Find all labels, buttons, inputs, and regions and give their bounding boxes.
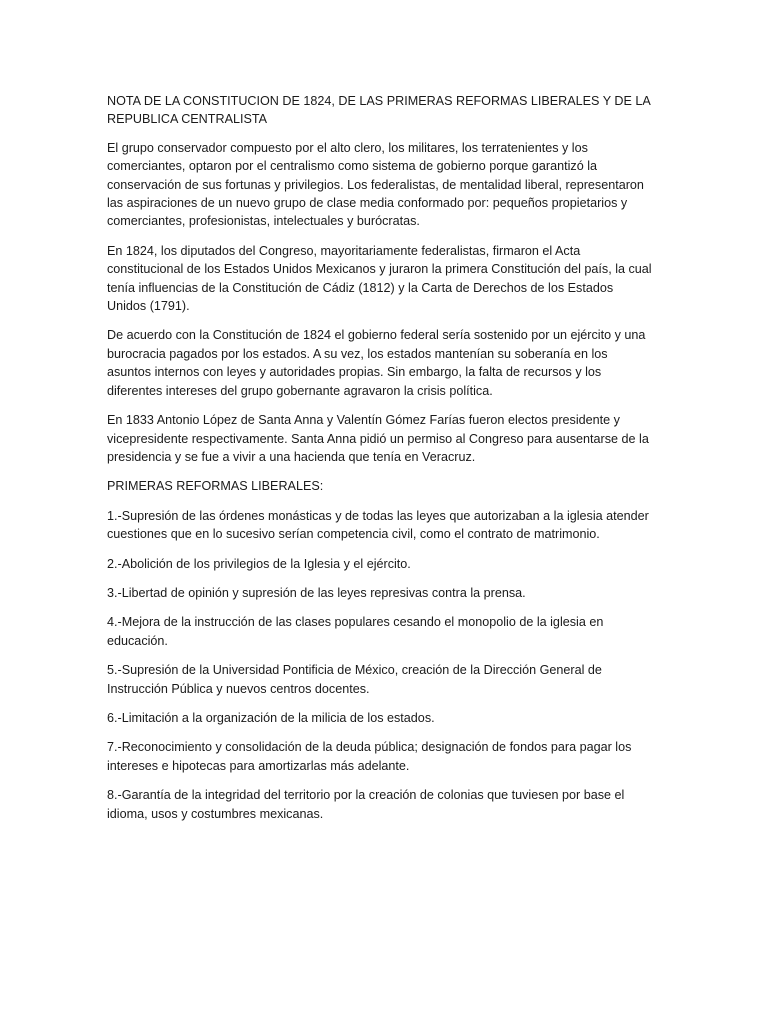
- reforms-heading: PRIMERAS REFORMAS LIBERALES:: [107, 479, 324, 494]
- paragraph-constitucion: De acuerdo con la Constitución de 1824 el gobierno federal sería sostenido por un ejército y una burocracia pagados por los estados. A su vez, los estados mantenían su soberanía en los asuntos internos con leyes y autoridades propias. Sin embargo, la falta de recursos y los diferentes intereses del grupo gobernante agravaron la crisis política.: [107, 328, 646, 398]
- paragraph-1824: En 1824, los diputados del Congreso, mayoritariamente federalistas, firmaron el Acta constitucional de los Estados Unidos Mexicanos y juraron la primera Constitución del país, la cual tenía influencias de la Constitución de Cádiz (1812) y la Carta de Derechos de los Estados Unidos (1791).: [107, 243, 652, 314]
- reform-item-6: 6.-Limitación a la organización de la milicia de los estados.: [107, 710, 435, 725]
- paragraph-1833: En 1833 Antonio López de Santa Anna y Valentín Gómez Farías fueron electos presidente y vicepresidente respectivamente. Santa Anna pidió un permiso al Congreso para ausentarse de la presidencia y se fue a vivir a una hacienda que tenía en Veracruz.: [107, 413, 649, 464]
- document-body: [107, 92, 655, 834]
- reform-item-3: 3.-Libertad de opinión y supresión de las leyes represivas contra la prensa.: [107, 585, 526, 600]
- reform-item-1: 1.-Supresión de las órdenes monásticas y de todas las leyes que autorizaban a la iglesia atender cuestiones que en lo sucesivo serían competencia civil, como el contrato de matrimonio.: [107, 508, 649, 542]
- document-title: NOTA DE LA CONSTITUCION DE 1824, DE LAS PRIMERAS REFORMAS LIBERALES Y DE LA REPUBLICA CENTRALISTA: [107, 94, 651, 127]
- reform-item-2: 2.-Abolición de los privilegios de la Iglesia y el ejército.: [107, 556, 411, 571]
- paragraph-conservadores: El grupo conservador compuesto por el alto clero, los militares, los terratenientes y los comerciantes, optaron por el centralismo como sistema de gobierno porque garantizó la conservación de sus fortunas y privilegios. Los federalistas, de mentalidad liberal, representaron las aspiraciones de un nuevo grupo de clase media conformado por: pequeños propietarios y comerciantes, profesionistas, intelectuales y burócratas.: [107, 140, 644, 229]
- reform-item-5: 5.-Supresión de la Universidad Pontificia de México, creación de la Dirección General de Instrucción Pública y nuevos centros docentes.: [107, 663, 602, 696]
- reform-item-8: 8.-Garantía de la integridad del territorio por la creación de colonias que tuviesen por base el idioma, usos y costumbres mexicanas.: [107, 788, 625, 821]
- reform-item-4: 4.-Mejora de la instrucción de las clases populares cesando el monopolio de la iglesia en educación.: [107, 615, 604, 648]
- reform-item-7: 7.-Reconocimiento y consolidación de la deuda pública; designación de fondos para pagar los intereses e hipotecas para amortizarlas más adelante.: [107, 740, 632, 773]
